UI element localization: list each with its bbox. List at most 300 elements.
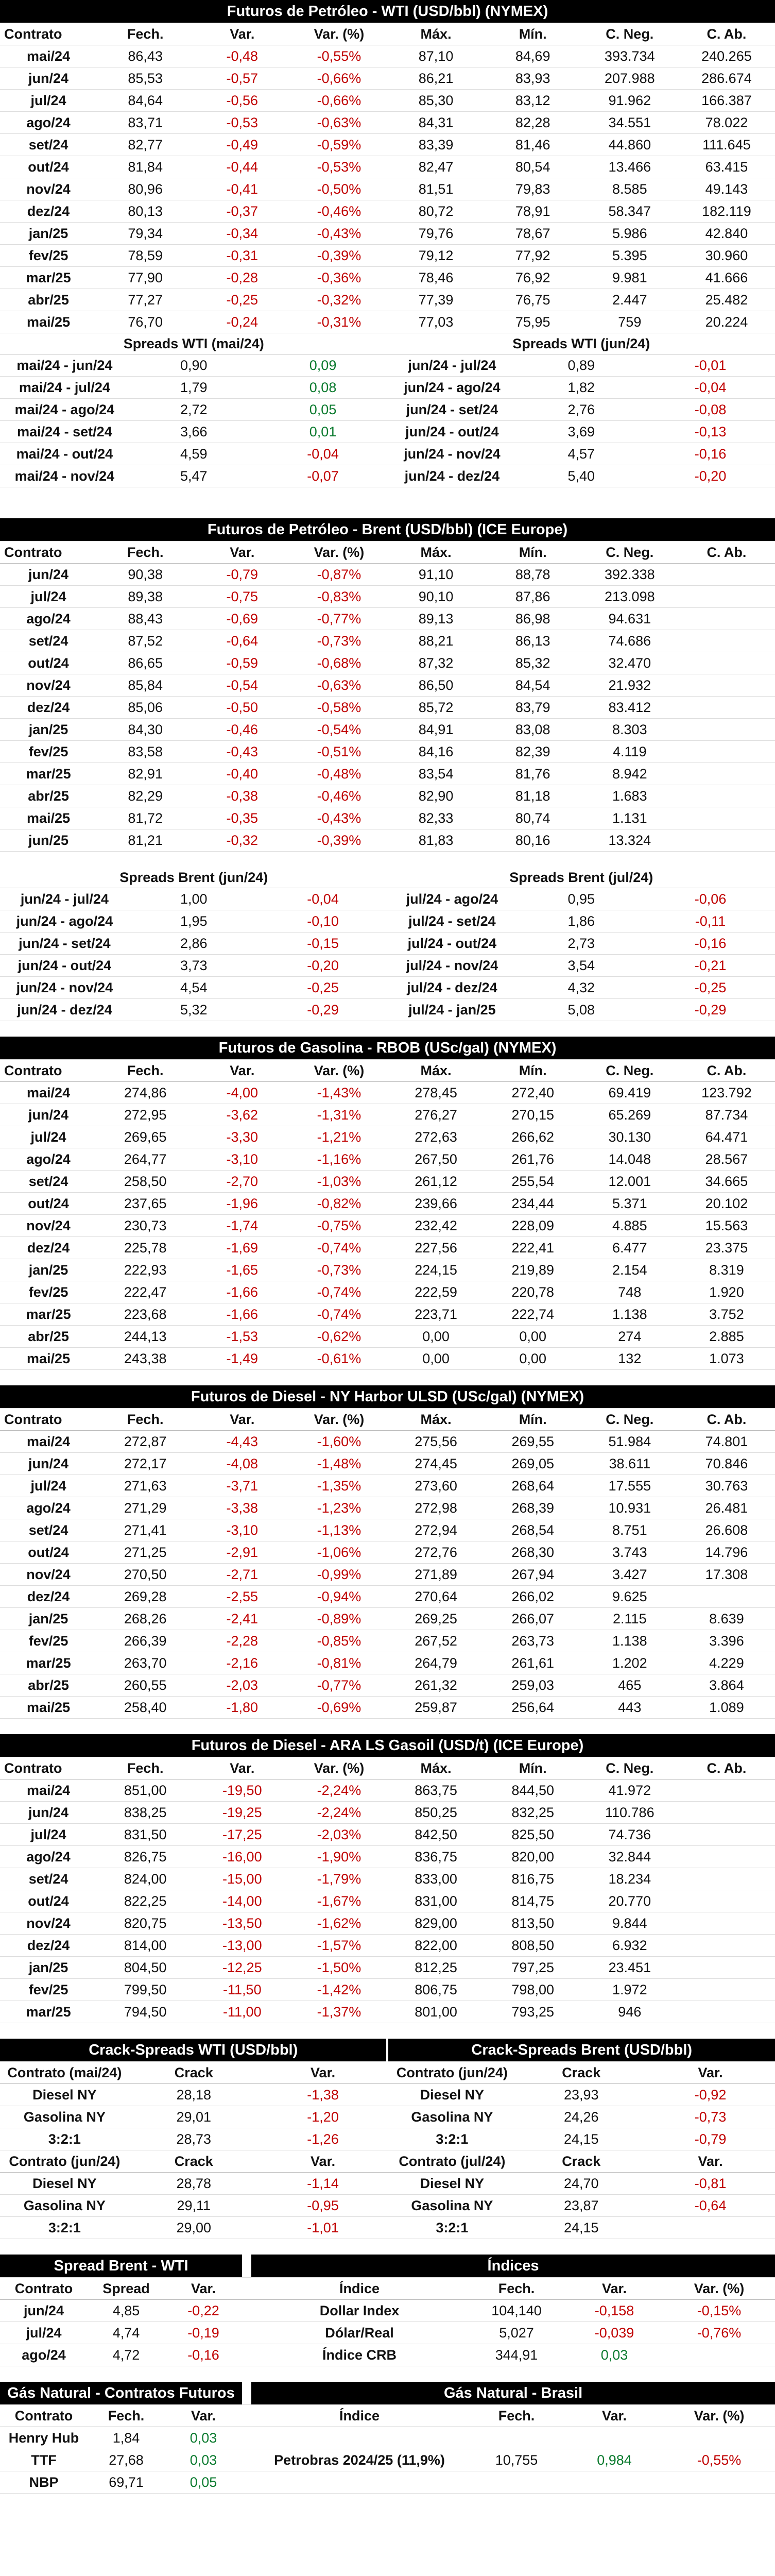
table-row <box>0 2001 775 2023</box>
value-cell: 259,87 <box>388 1697 485 1719</box>
value-cell: 465 <box>581 1674 678 1697</box>
value-cell: 264,79 <box>388 1652 485 1674</box>
value-cell: 87.734 <box>678 1104 775 1126</box>
value-cell: -0,69% <box>290 1697 387 1719</box>
crack-cell: 23,93 <box>516 2084 646 2106</box>
value-cell: 863,75 <box>388 1780 485 1802</box>
table-row <box>0 90 775 112</box>
value-cell: -0,66% <box>290 90 387 112</box>
table-row <box>0 1082 775 1104</box>
value-cell: 269,55 <box>485 1431 581 1453</box>
table-row <box>0 1171 775 1193</box>
table-row <box>0 1674 775 1697</box>
value-cell <box>678 1868 775 1890</box>
value-cell <box>678 1935 775 1957</box>
contract-cell: ago/24 <box>0 1497 97 1519</box>
value-cell: 82,91 <box>97 763 194 785</box>
table-row <box>0 134 775 156</box>
table-row <box>0 289 775 311</box>
value-cell: 91,10 <box>388 564 485 586</box>
value-cell: -3,38 <box>194 1497 290 1519</box>
spread-cell: jul/24 - jan/25 <box>387 999 516 1021</box>
value-cell: 824,00 <box>97 1868 194 1890</box>
value-cell: 258,40 <box>97 1697 194 1719</box>
table-row <box>0 630 775 652</box>
value-cell: 87,52 <box>97 630 194 652</box>
crack-cell: 24,15 <box>516 2128 646 2150</box>
value-cell: 816,75 <box>485 1868 581 1890</box>
table-row <box>0 156 775 178</box>
spread-cell: mai/24 - jul/24 <box>0 377 129 399</box>
spread-cell: jun/24 - dez/24 <box>0 999 129 1021</box>
table-row <box>0 178 775 200</box>
value-cell: -0,39% <box>290 245 387 267</box>
diesel-ny-title: Futuros de Diesel - NY Harbor ULSD (USc/gal) (NYMEX) <box>0 1385 775 1409</box>
contract-cell: ago/24 <box>0 608 97 630</box>
value-cell: 269,28 <box>97 1586 194 1608</box>
value-cell: 286.674 <box>678 67 775 90</box>
value-cell: -1,80 <box>194 1697 290 1719</box>
value-cell: 812,25 <box>388 1957 485 1979</box>
value-cell: 75,95 <box>485 311 581 333</box>
table-row <box>0 1935 775 1957</box>
spread-cell: 0,90 <box>129 354 259 377</box>
table-row <box>0 1541 775 1564</box>
contract-cell: mai/25 <box>0 1697 97 1719</box>
value-cell: 1.972 <box>581 1979 678 2001</box>
value-cell: -1,48% <box>290 1453 387 1475</box>
value-cell: 83,54 <box>388 763 485 785</box>
value-cell: -1,03% <box>290 1171 387 1193</box>
column-header: C. Neg. <box>581 23 678 45</box>
spread-cell: -0,25 <box>646 977 775 999</box>
value-cell <box>678 1912 775 1935</box>
spread-cell: 4,32 <box>516 977 646 999</box>
value-cell <box>678 564 775 586</box>
value-cell: 8.303 <box>581 719 678 741</box>
contract-cell: mai/25 <box>0 807 97 829</box>
value-cell: -1,62% <box>290 1912 387 1935</box>
value-cell: -1,57% <box>290 1935 387 1957</box>
table-row <box>0 377 775 399</box>
value-cell: 844,50 <box>485 1780 581 1802</box>
table-row <box>0 2322 775 2344</box>
value-cell: 78.022 <box>678 112 775 134</box>
value-cell: -0,53 <box>194 112 290 134</box>
value-cell: 5.986 <box>581 223 678 245</box>
value-cell: 3.743 <box>581 1541 678 1564</box>
value-cell: 831,00 <box>388 1890 485 1912</box>
value-cell: 74.801 <box>678 1431 775 1453</box>
table-row <box>0 1564 775 1586</box>
spread-cell: jun/24 - nov/24 <box>0 977 129 999</box>
value-cell: 49.143 <box>678 178 775 200</box>
value-cell: 5.395 <box>581 245 678 267</box>
column-header: Crack <box>516 2062 646 2084</box>
value-cell: 1.138 <box>581 1303 678 1326</box>
spread-cell: 1,00 <box>129 888 259 910</box>
value-cell: 272,63 <box>388 1126 485 1148</box>
value-cell: 81,21 <box>97 829 194 852</box>
table-row <box>0 785 775 807</box>
value-cell <box>678 1802 775 1824</box>
column-header: Fech. <box>468 2405 565 2427</box>
gas-brasil-cell: Petrobras 2024/25 (11,9%) <box>251 2449 468 2471</box>
column-header: C. Ab. <box>678 541 775 564</box>
table-row <box>0 1846 775 1868</box>
value-cell: 17.308 <box>678 1564 775 1586</box>
column-header: Contrato (jul/24) <box>387 2150 516 2173</box>
value-cell: -0,59 <box>194 652 290 674</box>
value-cell: -0,74% <box>290 1303 387 1326</box>
value-cell: 8.639 <box>678 1608 775 1630</box>
column-header: Crack <box>516 2150 646 2173</box>
table-row <box>0 2449 775 2471</box>
table-row <box>0 245 775 267</box>
contract-cell: fev/25 <box>0 1979 97 2001</box>
crack-cell: -0,73 <box>646 2106 775 2128</box>
value-cell: 79,34 <box>97 223 194 245</box>
value-cell: 0,00 <box>485 1326 581 1348</box>
table-row <box>0 586 775 608</box>
value-cell <box>678 1780 775 1802</box>
column-header: C. Ab. <box>678 1757 775 1780</box>
value-cell: -1,21% <box>290 1126 387 1148</box>
table-row <box>0 45 775 67</box>
contract-cell: jul/24 <box>0 586 97 608</box>
value-cell: -0,46 <box>194 719 290 741</box>
value-cell: -0,43% <box>290 807 387 829</box>
crack-wti-title: Crack-Spreads WTI (USD/bbl) <box>0 2039 387 2062</box>
column-header: Fech. <box>97 1060 194 1082</box>
value-cell: 1.138 <box>581 1630 678 1652</box>
value-cell: 272,76 <box>388 1541 485 1564</box>
spread-cell: jun/24 - ago/24 <box>0 910 129 933</box>
value-cell: 80,54 <box>485 156 581 178</box>
contract-cell: jan/25 <box>0 719 97 741</box>
value-cell: 798,00 <box>485 1979 581 2001</box>
contract-cell: nov/24 <box>0 178 97 200</box>
value-cell: 825,50 <box>485 1824 581 1846</box>
value-cell: 272,40 <box>485 1082 581 1104</box>
value-cell: 86,43 <box>97 45 194 67</box>
column-header: Fech. <box>97 1409 194 1431</box>
table-row <box>0 1519 775 1541</box>
value-cell: 81,18 <box>485 785 581 807</box>
table-row <box>0 200 775 223</box>
value-cell: 269,25 <box>388 1608 485 1630</box>
value-cell: 21.932 <box>581 674 678 697</box>
value-cell: 23.451 <box>581 1957 678 1979</box>
table-row <box>0 2128 775 2150</box>
contract-cell: mai/24 <box>0 45 97 67</box>
value-cell: -0,66% <box>290 67 387 90</box>
spread-cell: 4,54 <box>129 977 259 999</box>
value-cell: -2,28 <box>194 1630 290 1652</box>
value-cell: 258,50 <box>97 1171 194 1193</box>
spread-cell: jun/24 - set/24 <box>0 933 129 955</box>
value-cell <box>678 1890 775 1912</box>
table-row <box>0 999 775 1021</box>
spread-cell: -0,04 <box>259 443 388 465</box>
value-cell: 1.920 <box>678 1281 775 1303</box>
value-cell: -0,57 <box>194 67 290 90</box>
crack-cell: -1,14 <box>259 2173 388 2195</box>
spread-cell: 4,59 <box>129 443 259 465</box>
value-cell: -0,62% <box>290 1326 387 1348</box>
value-cell: -0,61% <box>290 1348 387 1370</box>
table-row <box>0 807 775 829</box>
column-header: Var. <box>194 1060 290 1082</box>
contract-cell: jul/24 <box>0 90 97 112</box>
contract-cell: set/24 <box>0 1171 97 1193</box>
value-cell: -1,43% <box>290 1082 387 1104</box>
table-row <box>0 1431 775 1453</box>
value-cell: -1,31% <box>290 1104 387 1126</box>
table-row <box>0 888 775 910</box>
spread-cell: -0,16 <box>646 443 775 465</box>
value-cell: 748 <box>581 1281 678 1303</box>
value-cell: 820,75 <box>97 1912 194 1935</box>
crack-cell: -1,26 <box>259 2128 388 2150</box>
column-header: Máx. <box>388 1409 485 1431</box>
contract-cell: jun/24 <box>0 1453 97 1475</box>
column-header: Var. <box>646 2150 775 2173</box>
value-cell: -0,55% <box>290 45 387 67</box>
value-cell: 14.796 <box>678 1541 775 1564</box>
value-cell: 272,98 <box>388 1497 485 1519</box>
value-cell: 87,10 <box>388 45 485 67</box>
value-cell: 25.482 <box>678 289 775 311</box>
contract-cell: jan/25 <box>0 1957 97 1979</box>
value-cell: 41.972 <box>581 1780 678 1802</box>
crack-cell: Diesel NY <box>387 2173 516 2195</box>
value-cell: -4,08 <box>194 1453 290 1475</box>
contract-cell: fev/25 <box>0 741 97 763</box>
crack-cell: 24,70 <box>516 2173 646 2195</box>
contract-cell: mai/24 <box>0 1431 97 1453</box>
value-cell: 2.154 <box>581 1259 678 1281</box>
spread-cell: 0,09 <box>259 354 388 377</box>
spread-cell: -0,21 <box>646 955 775 977</box>
value-cell: -1,16% <box>290 1148 387 1171</box>
contract-cell: out/24 <box>0 1193 97 1215</box>
gas-cell: 69,71 <box>88 2471 165 2494</box>
table-row <box>0 2344 775 2366</box>
value-cell: 80,16 <box>485 829 581 852</box>
value-cell <box>678 652 775 674</box>
spread-cell: jul/24 - dez/24 <box>387 977 516 999</box>
value-cell: 219,89 <box>485 1259 581 1281</box>
contract-cell: fev/25 <box>0 1281 97 1303</box>
column-header: Var. <box>259 2062 388 2084</box>
contract-cell: mai/25 <box>0 1348 97 1370</box>
value-cell: 13.324 <box>581 829 678 852</box>
crack-cell: 29,11 <box>129 2195 259 2217</box>
value-cell: 222,59 <box>388 1281 485 1303</box>
contract-cell: nov/24 <box>0 674 97 697</box>
value-cell: 3.427 <box>581 1564 678 1586</box>
contract-cell: jul/24 <box>0 1824 97 1846</box>
crack-cell: 24,15 <box>516 2217 646 2239</box>
spread-cell: jul/24 - set/24 <box>387 910 516 933</box>
spread-cell: mai/24 - jun/24 <box>0 354 129 377</box>
value-cell: 84,64 <box>97 90 194 112</box>
value-cell: 26.608 <box>678 1519 775 1541</box>
index-cell: 344,91 <box>468 2344 565 2366</box>
column-header: Var. (%) <box>290 541 387 564</box>
value-cell: 228,09 <box>485 1215 581 1237</box>
table-row <box>0 2471 775 2494</box>
value-cell: 797,25 <box>485 1957 581 1979</box>
value-cell: 794,50 <box>97 2001 194 2023</box>
value-cell: 20.102 <box>678 1193 775 1215</box>
value-cell: 15.563 <box>678 1215 775 1237</box>
value-cell: 1.683 <box>581 785 678 807</box>
column-header: C. Ab. <box>678 23 775 45</box>
contract-cell: jan/25 <box>0 1259 97 1281</box>
contract-cell: abr/25 <box>0 785 97 807</box>
value-cell: 223,71 <box>388 1303 485 1326</box>
value-cell: 83,71 <box>97 112 194 134</box>
value-cell: -11,50 <box>194 1979 290 2001</box>
value-cell: 392.338 <box>581 564 678 586</box>
value-cell: 84,30 <box>97 719 194 741</box>
value-cell: 759 <box>581 311 678 333</box>
value-cell: -4,43 <box>194 1431 290 1453</box>
value-cell: 76,75 <box>485 289 581 311</box>
value-cell: 6.477 <box>581 1237 678 1259</box>
value-cell: 6.932 <box>581 1935 678 1957</box>
spread-cell: 4,85 <box>88 2300 165 2322</box>
value-cell: 34.551 <box>581 112 678 134</box>
value-cell: 2.447 <box>581 289 678 311</box>
value-cell: 10.931 <box>581 1497 678 1519</box>
value-cell: -0,74% <box>290 1237 387 1259</box>
table-row <box>0 1868 775 1890</box>
table-row <box>0 1453 775 1475</box>
contract-cell: set/24 <box>0 1519 97 1541</box>
column-header: Índice <box>251 2405 468 2427</box>
column-header: Mín. <box>485 541 581 564</box>
crack-cell: -0,81 <box>646 2173 775 2195</box>
value-cell: 82,33 <box>388 807 485 829</box>
value-cell <box>678 763 775 785</box>
value-cell: 81,51 <box>388 178 485 200</box>
value-cell: -0,54 <box>194 674 290 697</box>
spread-cell: -0,13 <box>646 421 775 443</box>
brent-spreads-right-title: Spreads Brent (jul/24) <box>387 867 775 888</box>
table-row <box>0 977 775 999</box>
column-header: Var. (%) <box>290 1757 387 1780</box>
value-cell: 82,29 <box>97 785 194 807</box>
value-cell: 80,96 <box>97 178 194 200</box>
index-cell: 5,027 <box>468 2322 565 2344</box>
spread-cell: 0,08 <box>259 377 388 399</box>
value-cell: -0,39% <box>290 829 387 852</box>
value-cell: 81,72 <box>97 807 194 829</box>
crack-cell: Diesel NY <box>0 2173 129 2195</box>
value-cell: 276,27 <box>388 1104 485 1126</box>
brent-spreads-left-title: Spreads Brent (jun/24) <box>0 867 387 888</box>
contract-cell: nov/24 <box>0 1912 97 1935</box>
value-cell: -0,63% <box>290 112 387 134</box>
value-cell: -0,59% <box>290 134 387 156</box>
value-cell: 806,75 <box>388 1979 485 2001</box>
value-cell: 822,25 <box>97 1890 194 1912</box>
value-cell: -1,66 <box>194 1281 290 1303</box>
index-cell: Dólar/Real <box>251 2322 468 2344</box>
table-row <box>0 763 775 785</box>
value-cell: 77,39 <box>388 289 485 311</box>
spread-cell: -0,20 <box>646 465 775 487</box>
value-cell: 271,29 <box>97 1497 194 1519</box>
spread-cell: 2,72 <box>129 399 259 421</box>
indices-title: Índices <box>251 2255 775 2278</box>
spread-cell: -0,16 <box>165 2344 242 2366</box>
table-row <box>0 674 775 697</box>
column-header: Var. <box>165 2405 242 2427</box>
value-cell: -2,24% <box>290 1802 387 1824</box>
column-header: Var. <box>194 541 290 564</box>
value-cell: 0,00 <box>485 1348 581 1370</box>
value-cell: -0,89% <box>290 1608 387 1630</box>
value-cell: 80,72 <box>388 200 485 223</box>
spread-cell: jun/24 - out/24 <box>0 955 129 977</box>
value-cell: 4.119 <box>581 741 678 763</box>
spread-cell: -0,16 <box>646 933 775 955</box>
contract-cell: jun/24 <box>0 1802 97 1824</box>
column-header: Máx. <box>388 23 485 45</box>
value-cell: 808,50 <box>485 1935 581 1957</box>
crack-spreads-table <box>0 2039 775 2239</box>
value-cell: 166.387 <box>678 90 775 112</box>
value-cell: 58.347 <box>581 200 678 223</box>
spread-indices-table <box>0 2255 775 2366</box>
value-cell: -0,44 <box>194 156 290 178</box>
value-cell: 240.265 <box>678 45 775 67</box>
value-cell: 272,87 <box>97 1431 194 1453</box>
value-cell: 32.470 <box>581 652 678 674</box>
contract-cell: abr/25 <box>0 1326 97 1348</box>
value-cell: 81,76 <box>485 763 581 785</box>
value-cell: 182.119 <box>678 200 775 223</box>
value-cell: 260,55 <box>97 1674 194 1697</box>
value-cell: 84,91 <box>388 719 485 741</box>
gas-brasil-title: Gás Natural - Brasil <box>251 2382 775 2405</box>
value-cell: -1,53 <box>194 1326 290 1348</box>
spread-cell: 3,69 <box>516 421 646 443</box>
spread-cell: -0,15 <box>259 933 388 955</box>
value-cell: -0,77% <box>290 608 387 630</box>
value-cell: 271,41 <box>97 1519 194 1541</box>
crack-cell <box>646 2217 775 2239</box>
value-cell: 41.666 <box>678 267 775 289</box>
value-cell: -3,71 <box>194 1475 290 1497</box>
index-cell: Dollar Index <box>251 2300 468 2322</box>
value-cell: -0,48% <box>290 763 387 785</box>
crack-cell: Diesel NY <box>387 2084 516 2106</box>
value-cell: -0,82% <box>290 1193 387 1215</box>
value-cell: 814,75 <box>485 1890 581 1912</box>
value-cell: 86,13 <box>485 630 581 652</box>
gas-cell: NBP <box>0 2471 88 2494</box>
value-cell: -1,65 <box>194 1259 290 1281</box>
value-cell: -0,37 <box>194 200 290 223</box>
value-cell: 393.734 <box>581 45 678 67</box>
contract-cell: fev/25 <box>0 245 97 267</box>
column-header: Contrato <box>0 541 97 564</box>
